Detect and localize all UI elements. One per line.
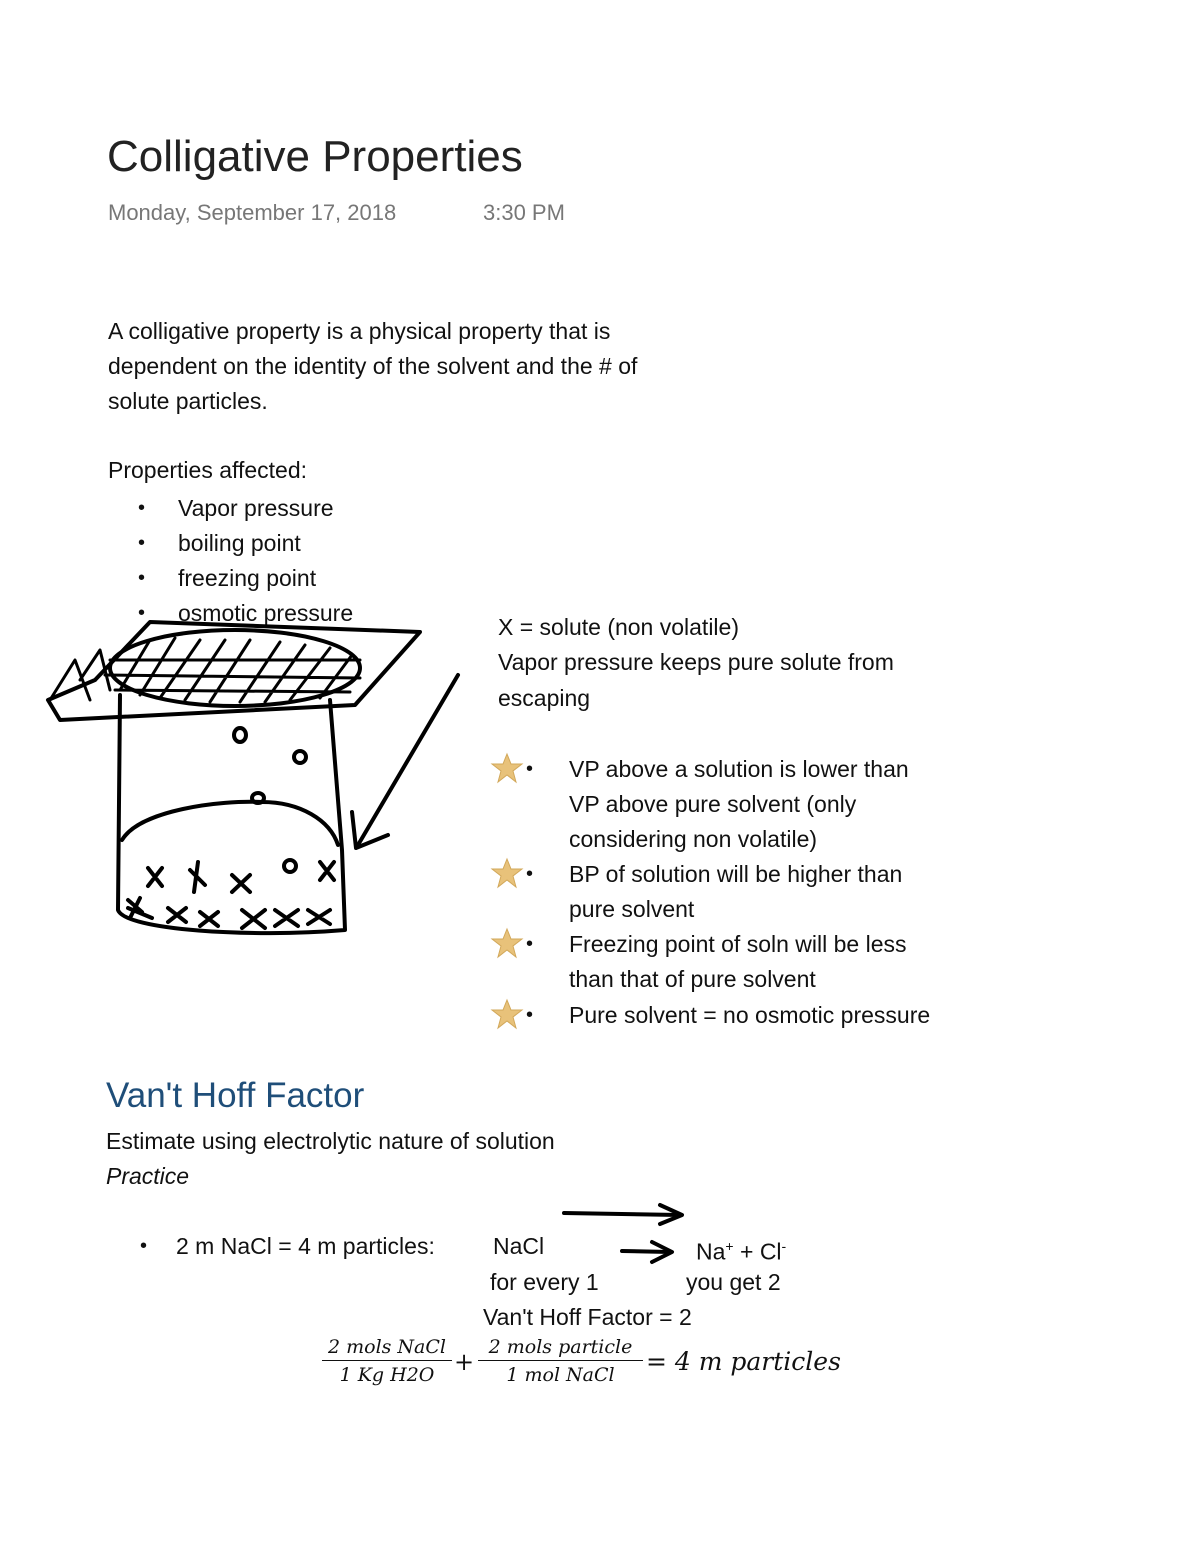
- product-na-charge: +: [725, 1238, 734, 1254]
- bullet-dot: •: [526, 863, 534, 885]
- arrow-line: [564, 1213, 680, 1215]
- diagram-note-3: escaping: [498, 685, 591, 711]
- starred-line: than that of pure solvent: [569, 966, 816, 992]
- starred-line: BP of solution will be higher than: [569, 861, 903, 887]
- vanthoff-subtitle: Estimate using electrolytic nature of solution: [106, 1128, 555, 1154]
- list-item: • osmotic pressure: [135, 596, 353, 631]
- vanthoff-factor-line: Van't Hoff Factor = 2: [483, 1304, 692, 1330]
- list-item: • boiling point: [135, 526, 353, 561]
- product-na: Na: [696, 1238, 726, 1265]
- fraction-numerator: 2 mols particle: [478, 1336, 643, 1361]
- equation-fraction-2: [478, 1336, 643, 1386]
- diagram-note-1: X = solute (non volatile): [498, 614, 739, 640]
- list-item: • Vapor pressure: [135, 491, 353, 526]
- arrow-line: [622, 1251, 670, 1252]
- starred-line: considering non volatile): [569, 826, 818, 852]
- page-date: Monday, September 17, 2018: [108, 200, 397, 225]
- for-every-label: for every 1: [490, 1269, 599, 1295]
- section-heading-vanthoff: Van't Hoff Factor: [106, 1076, 365, 1115]
- bullet-dot: •: [140, 1235, 148, 1257]
- equation-fraction-1: [322, 1336, 452, 1386]
- properties-heading: Properties affected:: [108, 457, 308, 483]
- product-cl: Cl: [759, 1238, 782, 1265]
- reaction-reactant: NaCl: [493, 1233, 545, 1259]
- page-title: Colligative Properties: [107, 132, 523, 181]
- intro-line-3: solute particles.: [108, 388, 268, 414]
- vanthoff-practice: Practice: [106, 1163, 190, 1189]
- you-get-label: you get 2: [686, 1269, 781, 1295]
- fraction-denominator: 1 Kg H2O: [339, 1364, 435, 1386]
- starred-line: Pure solvent = no osmotic pressure: [569, 1002, 931, 1028]
- starred-line: pure solvent: [569, 896, 695, 922]
- equation-result: = 4 m particles: [646, 1347, 841, 1376]
- bullet-dot: •: [526, 758, 534, 780]
- diagram-note-2: Vapor pressure keeps pure solute from: [498, 649, 894, 675]
- list-item: • freezing point: [135, 561, 353, 596]
- starred-line: VP above a solution is lower than: [569, 756, 909, 782]
- fraction-denominator: 1 mol NaCl: [506, 1364, 615, 1386]
- product-plus: +: [733, 1238, 760, 1265]
- fraction-numerator: 2 mols NaCl: [322, 1336, 452, 1361]
- intro-line-1: A colligative property is a physical property that is: [108, 318, 611, 344]
- bullet-dot: •: [526, 1004, 534, 1026]
- product-cl-charge: -: [781, 1238, 787, 1254]
- bullet-dot: •: [526, 933, 534, 955]
- page-time: 3:30 PM: [483, 200, 565, 225]
- starred-line: VP above pure solvent (only: [569, 791, 857, 817]
- intro-line-2: dependent on the identity of the solvent and the # of: [108, 353, 638, 379]
- equation-operator: +: [454, 1348, 475, 1376]
- starred-line: Freezing point of soln will be less: [569, 931, 907, 957]
- example-label: 2 m NaCl = 4 m particles:: [176, 1233, 435, 1259]
